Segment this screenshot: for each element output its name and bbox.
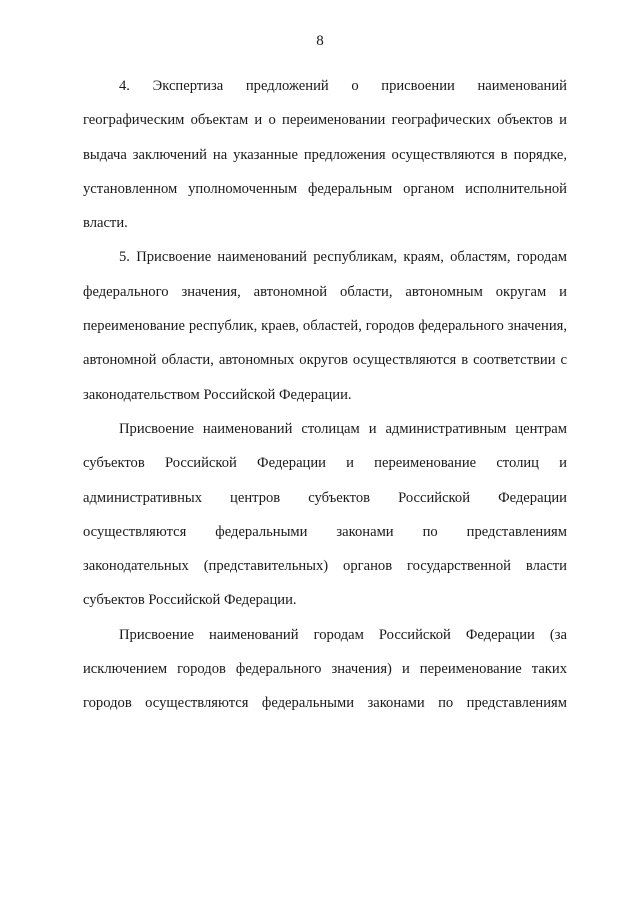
paragraph-item-5: 5. Присвоение наименований республикам, краям, областям, городам федерального значения, автономной области, автономным округам и переименование республик, краев, областей, городов федерального значения, автономной области, автономных округов осуществляются в соответствии с законодательством Российской Федерации. bbox=[83, 249, 567, 403]
paragraph-capitals: Присвоение наименований столицам и административным центрам субъектов Российской Федерации и переименование столиц и административных центров субъектов Российской Федерации осуществляются федеральными законами по представлениям законодательных (представительных) органов государственной власти субъектов Российской Федерации. bbox=[83, 420, 567, 609]
document-body bbox=[83, 69, 567, 721]
page-number: 8 bbox=[316, 33, 324, 49]
paragraph-item-4: 4. Экспертиза предложений о присвоении наименований географическим объектам и о переименовании географических объектов и выдача заключений на указанные предложения осуществляются в порядке, установленном уполномоченным федеральным органом исполнительной власти. bbox=[83, 78, 567, 232]
paragraph-cities: Присвоение наименований городам Российской Федерации (за исключением городов федерального значения) и переименование таких городов осуществляются федеральными законами по представлениям bbox=[83, 626, 567, 712]
